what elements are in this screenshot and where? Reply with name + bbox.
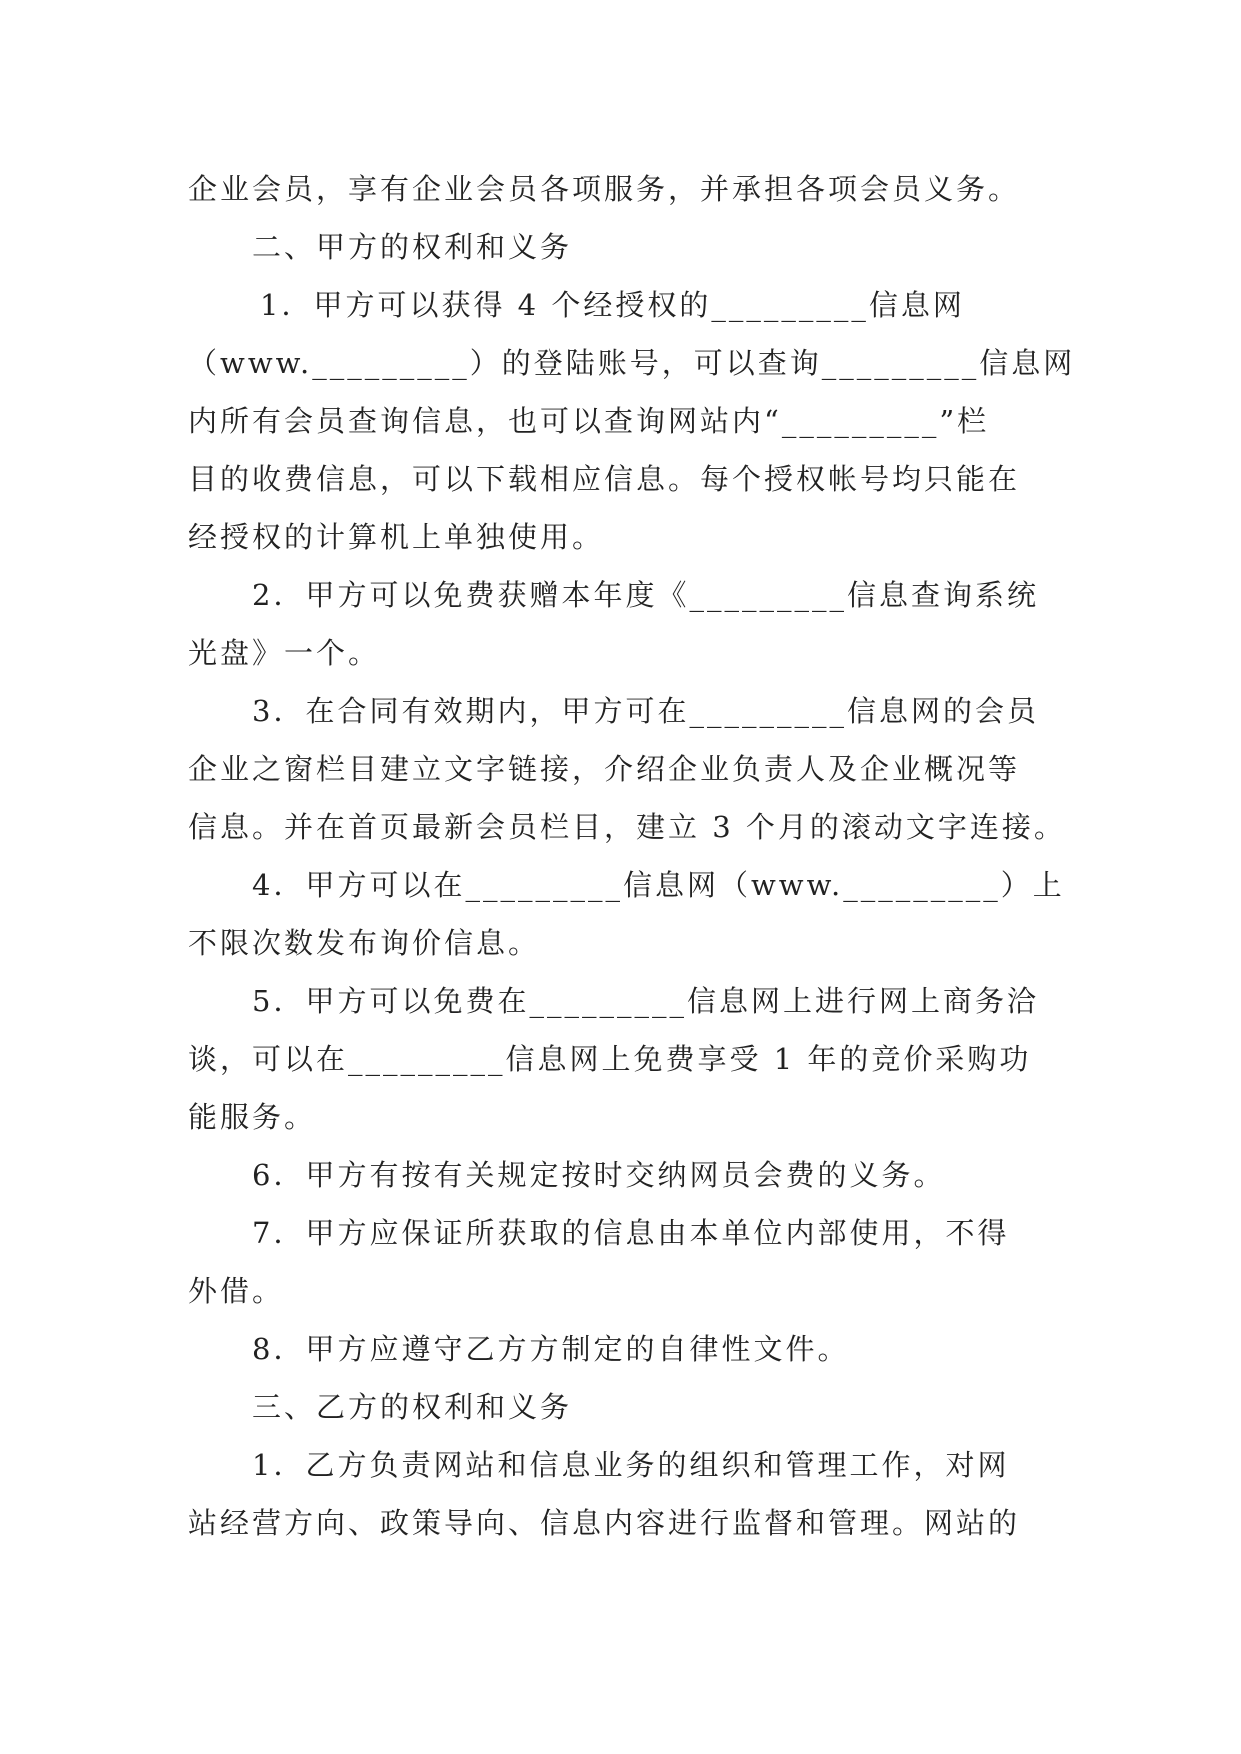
text-line: 4．甲方可以在_________信息网（www._________）上 bbox=[252, 868, 1065, 902]
text-line: 3．在合同有效期内，甲方可在_________信息网的会员 bbox=[252, 694, 1039, 728]
text-line: 目的收费信息，可以下载相应信息。每个授权帐号均只能在 bbox=[188, 462, 1021, 496]
document-body bbox=[188, 160, 1076, 1552]
text-line: 1．甲方可以获得 4 个经授权的_________信息网 bbox=[260, 288, 965, 322]
text-line: 信息。并在首页最新会员栏目，建立 3 个月的滚动文字连接。 bbox=[188, 810, 1066, 844]
text-line: 经授权的计算机上单独使用。 bbox=[188, 520, 605, 554]
text-line: 谈，可以在_________信息网上免费享受 1 年的竞价采购功 bbox=[188, 1042, 1032, 1076]
text-line: 不限次数发布询价信息。 bbox=[188, 926, 541, 960]
text-line: 光盘》一个。 bbox=[188, 636, 381, 670]
text-line: 外借。 bbox=[188, 1274, 285, 1308]
text-line: 6．甲方有按有关规定按时交纳网员会费的义务。 bbox=[252, 1158, 946, 1192]
text-line: 能服务。 bbox=[188, 1100, 317, 1134]
section-heading: 二、甲方的权利和义务 bbox=[252, 230, 573, 264]
text-line: 企业会员，享有企业会员各项服务，并承担各项会员义务。 bbox=[188, 172, 1021, 206]
text-line: 2．甲方可以免费获赠本年度《_________信息查询系统 bbox=[252, 578, 1039, 612]
text-line: （www._________）的登陆账号，可以查询_________信息网 bbox=[188, 346, 1076, 380]
text-line: 1．乙方负责网站和信息业务的组织和管理工作，对网 bbox=[252, 1448, 1010, 1482]
section-heading: 三、乙方的权利和义务 bbox=[252, 1390, 573, 1424]
text-line: 8．甲方应遵守乙方方制定的自律性文件。 bbox=[252, 1332, 850, 1366]
text-line: 7．甲方应保证所获取的信息由本单位内部使用，不得 bbox=[252, 1216, 1010, 1250]
text-line: 企业之窗栏目建立文字链接，介绍企业负责人及企业概况等 bbox=[188, 752, 1021, 786]
text-line: 站经营方向、政策导向、信息内容进行监督和管理。网站的 bbox=[188, 1506, 1021, 1540]
text-line: 5．甲方可以免费在_________信息网上进行网上商务洽 bbox=[252, 984, 1039, 1018]
text-line: 内所有会员查询信息，也可以查询网站内“_________”栏 bbox=[188, 404, 990, 438]
